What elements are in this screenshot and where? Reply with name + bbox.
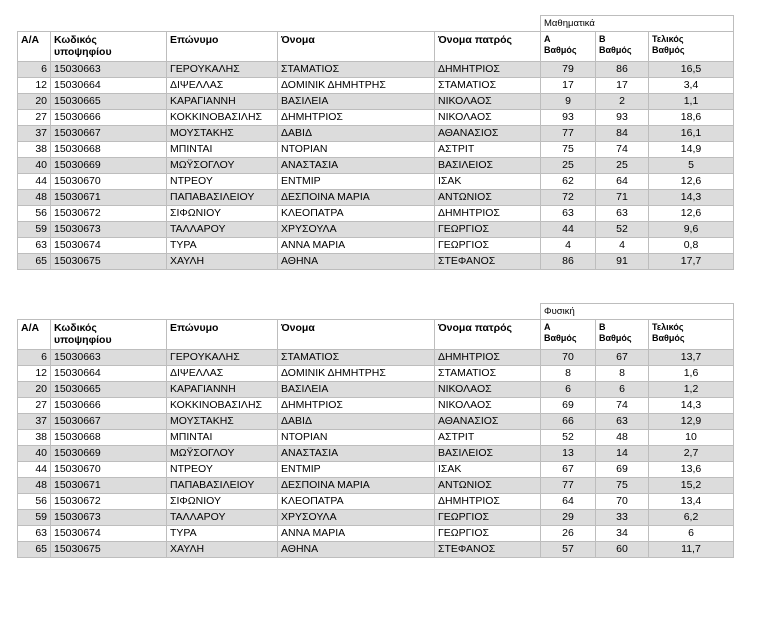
cell-surname: ΣΙΦΩΝΙΟΥ xyxy=(167,206,278,222)
cell-aa: 27 xyxy=(18,398,51,414)
cell-code: 15030668 xyxy=(51,142,167,158)
table-row xyxy=(18,94,734,110)
cell-grade-a: 93 xyxy=(541,110,596,126)
table-row xyxy=(18,398,734,414)
cell-grade-b: 33 xyxy=(596,510,649,526)
cell-grade-b: 60 xyxy=(596,542,649,558)
cell-final: 13,4 xyxy=(649,494,734,510)
cell-final: 12,6 xyxy=(649,174,734,190)
header-surname: Επώνυμο xyxy=(167,32,278,62)
cell-aa: 20 xyxy=(18,382,51,398)
cell-aa: 6 xyxy=(18,350,51,366)
cell-grade-a: 66 xyxy=(541,414,596,430)
table-row xyxy=(18,190,734,206)
table-row xyxy=(18,62,734,78)
table-row xyxy=(18,174,734,190)
cell-surname: ΝΤΡΕΟΥ xyxy=(167,462,278,478)
subject-row xyxy=(18,16,734,32)
cell-code: 15030665 xyxy=(51,94,167,110)
cell-grade-a: 8 xyxy=(541,366,596,382)
cell-father: ΓΕΩΡΓΙΟΣ xyxy=(435,238,541,254)
cell-final: 14,3 xyxy=(649,398,734,414)
header-grade-b: Β Βαθμός xyxy=(596,320,649,350)
cell-final: 13,6 xyxy=(649,462,734,478)
cell-grade-a: 86 xyxy=(541,254,596,270)
cell-code: 15030672 xyxy=(51,206,167,222)
cell-code: 15030669 xyxy=(51,158,167,174)
table-row xyxy=(18,414,734,430)
cell-code: 15030675 xyxy=(51,542,167,558)
cell-grade-a: 4 xyxy=(541,238,596,254)
table-row xyxy=(18,126,734,142)
cell-code: 15030667 xyxy=(51,414,167,430)
cell-final: 1,6 xyxy=(649,366,734,382)
cell-grade-b: 91 xyxy=(596,254,649,270)
cell-name: ΔΕΣΠΟΙΝΑ ΜΑΡΙΑ xyxy=(278,478,435,494)
cell-name: ΝΤΟΡΙΑΝ xyxy=(278,142,435,158)
cell-aa: 20 xyxy=(18,94,51,110)
cell-final: 13,7 xyxy=(649,350,734,366)
table-row xyxy=(18,542,734,558)
table-row xyxy=(18,110,734,126)
cell-father: ΙΣΑΚ xyxy=(435,462,541,478)
subject-title: Φυσική xyxy=(541,304,734,320)
cell-code: 15030665 xyxy=(51,382,167,398)
cell-father: ΔΗΜΗΤΡΙΟΣ xyxy=(435,350,541,366)
cell-grade-a: 69 xyxy=(541,398,596,414)
cell-code: 15030670 xyxy=(51,174,167,190)
cell-code: 15030663 xyxy=(51,62,167,78)
cell-father: ΓΕΩΡΓΙΟΣ xyxy=(435,222,541,238)
cell-final: 16,1 xyxy=(649,126,734,142)
cell-surname: ΚΑΡΑΓΙΑΝΝΗ xyxy=(167,382,278,398)
cell-grade-b: 4 xyxy=(596,238,649,254)
cell-surname: ΚΟΚΚΙΝΟΒΑΣΙΛΗΣ xyxy=(167,398,278,414)
cell-grade-a: 63 xyxy=(541,206,596,222)
cell-name: ΑΝΑΣΤΑΣΙΑ xyxy=(278,446,435,462)
table-row xyxy=(18,238,734,254)
header-grade-b: Β Βαθμός xyxy=(596,32,649,62)
cell-aa: 48 xyxy=(18,190,51,206)
header-aa: Α/Α xyxy=(18,32,51,62)
cell-code: 15030675 xyxy=(51,254,167,270)
cell-aa: 37 xyxy=(18,126,51,142)
cell-name: ΒΑΣΙΛΕΙΑ xyxy=(278,94,435,110)
cell-aa: 6 xyxy=(18,62,51,78)
cell-father: ΣΤΑΜΑΤΙΟΣ xyxy=(435,78,541,94)
header-code: Κωδικός υποψηφίου xyxy=(51,32,167,62)
cell-code: 15030673 xyxy=(51,222,167,238)
table-row xyxy=(18,382,734,398)
cell-surname: ΔΙΨΕΛΛΑΣ xyxy=(167,366,278,382)
cell-surname: ΜΩΫΣΟΓΛΟΥ xyxy=(167,158,278,174)
cell-name: ΔΑΒΙΔ xyxy=(278,414,435,430)
cell-father: ΓΕΩΡΓΙΟΣ xyxy=(435,526,541,542)
cell-grade-a: 70 xyxy=(541,350,596,366)
subject-title: Μαθηματικά xyxy=(541,16,734,32)
cell-surname: ΤΑΛΛΑΡΟΥ xyxy=(167,510,278,526)
cell-grade-a: 79 xyxy=(541,62,596,78)
cell-final: 11,7 xyxy=(649,542,734,558)
header-final: Τελικός Βαθμός xyxy=(649,320,734,350)
cell-final: 1,2 xyxy=(649,382,734,398)
cell-father: ΝΙΚΟΛΑΟΣ xyxy=(435,110,541,126)
cell-father: ΒΑΣΙΛΕΙΟΣ xyxy=(435,446,541,462)
cell-grade-b: 75 xyxy=(596,478,649,494)
cell-code: 15030666 xyxy=(51,110,167,126)
cell-father: ΝΙΚΟΛΑΟΣ xyxy=(435,398,541,414)
cell-father: ΑΘΑΝΑΣΙΟΣ xyxy=(435,414,541,430)
cell-name: ΔΗΜΗΤΡΙΟΣ xyxy=(278,398,435,414)
cell-surname: ΓΕΡΟΥΚΑΛΗΣ xyxy=(167,350,278,366)
cell-aa: 56 xyxy=(18,494,51,510)
cell-grade-b: 74 xyxy=(596,142,649,158)
cell-surname: ΠΑΠΑΒΑΣΙΛΕΙΟΥ xyxy=(167,190,278,206)
grades-table xyxy=(17,303,734,558)
cell-name: ΣΤΑΜΑΤΙΟΣ xyxy=(278,62,435,78)
cell-code: 15030673 xyxy=(51,510,167,526)
table-row xyxy=(18,142,734,158)
cell-name: ΕΝΤΜΙΡ xyxy=(278,174,435,190)
header-final: Τελικός Βαθμός xyxy=(649,32,734,62)
cell-aa: 59 xyxy=(18,222,51,238)
header-name: Όνομα xyxy=(278,32,435,62)
cell-grade-a: 25 xyxy=(541,158,596,174)
cell-name: ΑΘΗΝΑ xyxy=(278,542,435,558)
cell-grade-b: 74 xyxy=(596,398,649,414)
cell-name: ΔΟΜΙΝΙΚ ΔΗΜΗΤΡΗΣ xyxy=(278,366,435,382)
cell-name: ΔΗΜΗΤΡΙΟΣ xyxy=(278,110,435,126)
cell-code: 15030664 xyxy=(51,78,167,94)
cell-surname: ΠΑΠΑΒΑΣΙΛΕΙΟΥ xyxy=(167,478,278,494)
cell-name: ΑΝΑΣΤΑΣΙΑ xyxy=(278,158,435,174)
cell-father: ΣΤΑΜΑΤΙΟΣ xyxy=(435,366,541,382)
header-row xyxy=(18,32,734,62)
cell-surname: ΜΟΥΣΤΑΚΗΣ xyxy=(167,414,278,430)
cell-code: 15030674 xyxy=(51,238,167,254)
cell-grade-b: 71 xyxy=(596,190,649,206)
cell-father: ΔΗΜΗΤΡΙΟΣ xyxy=(435,206,541,222)
cell-grade-a: 72 xyxy=(541,190,596,206)
cell-surname: ΜΠΙΝΤΑΙ xyxy=(167,142,278,158)
table-row xyxy=(18,510,734,526)
cell-father: ΒΑΣΙΛΕΙΟΣ xyxy=(435,158,541,174)
cell-surname: ΤΥΡΑ xyxy=(167,238,278,254)
cell-final: 15,2 xyxy=(649,478,734,494)
cell-final: 9,6 xyxy=(649,222,734,238)
cell-grade-a: 77 xyxy=(541,478,596,494)
cell-surname: ΜΠΙΝΤΑΙ xyxy=(167,430,278,446)
cell-grade-a: 52 xyxy=(541,430,596,446)
cell-aa: 44 xyxy=(18,174,51,190)
header-father: Όνομα πατρός xyxy=(435,32,541,62)
cell-code: 15030666 xyxy=(51,398,167,414)
cell-name: ΕΝΤΜΙΡ xyxy=(278,462,435,478)
table-row xyxy=(18,526,734,542)
cell-grade-b: 25 xyxy=(596,158,649,174)
cell-name: ΑΝΝΑ ΜΑΡΙΑ xyxy=(278,238,435,254)
cell-code: 15030663 xyxy=(51,350,167,366)
cell-final: 1,1 xyxy=(649,94,734,110)
cell-aa: 27 xyxy=(18,110,51,126)
cell-code: 15030671 xyxy=(51,190,167,206)
cell-aa: 38 xyxy=(18,430,51,446)
cell-grade-b: 86 xyxy=(596,62,649,78)
cell-aa: 63 xyxy=(18,238,51,254)
cell-surname: ΤΥΡΑ xyxy=(167,526,278,542)
cell-code: 15030669 xyxy=(51,446,167,462)
cell-grade-a: 44 xyxy=(541,222,596,238)
cell-grade-a: 64 xyxy=(541,494,596,510)
cell-grade-a: 77 xyxy=(541,126,596,142)
cell-father: ΑΝΤΩΝΙΟΣ xyxy=(435,478,541,494)
cell-final: 16,5 xyxy=(649,62,734,78)
header-row xyxy=(18,320,734,350)
cell-grade-a: 62 xyxy=(541,174,596,190)
subject-row xyxy=(18,304,734,320)
cell-surname: ΤΑΛΛΑΡΟΥ xyxy=(167,222,278,238)
cell-grade-a: 9 xyxy=(541,94,596,110)
header-grade-a: Α Βαθμός xyxy=(541,320,596,350)
cell-father: ΙΣΑΚ xyxy=(435,174,541,190)
table-row xyxy=(18,206,734,222)
cell-surname: ΣΙΦΩΝΙΟΥ xyxy=(167,494,278,510)
cell-code: 15030670 xyxy=(51,462,167,478)
cell-grade-b: 48 xyxy=(596,430,649,446)
cell-code: 15030664 xyxy=(51,366,167,382)
cell-surname: ΧΑΥΛΗ xyxy=(167,542,278,558)
cell-final: 6 xyxy=(649,526,734,542)
cell-name: ΑΘΗΝΑ xyxy=(278,254,435,270)
header-code: Κωδικός υποψηφίου xyxy=(51,320,167,350)
cell-aa: 65 xyxy=(18,542,51,558)
cell-grade-b: 8 xyxy=(596,366,649,382)
cell-final: 12,9 xyxy=(649,414,734,430)
cell-grade-a: 75 xyxy=(541,142,596,158)
cell-surname: ΓΕΡΟΥΚΑΛΗΣ xyxy=(167,62,278,78)
cell-aa: 63 xyxy=(18,526,51,542)
cell-final: 18,6 xyxy=(649,110,734,126)
cell-name: ΑΝΝΑ ΜΑΡΙΑ xyxy=(278,526,435,542)
cell-aa: 56 xyxy=(18,206,51,222)
cell-grade-b: 63 xyxy=(596,414,649,430)
cell-surname: ΜΩΫΣΟΓΛΟΥ xyxy=(167,446,278,462)
cell-code: 15030671 xyxy=(51,478,167,494)
cell-surname: ΚΑΡΑΓΙΑΝΝΗ xyxy=(167,94,278,110)
cell-name: ΧΡΥΣΟΥΛΑ xyxy=(278,510,435,526)
table-row xyxy=(18,158,734,174)
cell-grade-a: 57 xyxy=(541,542,596,558)
cell-aa: 40 xyxy=(18,446,51,462)
header-grade-a: Α Βαθμός xyxy=(541,32,596,62)
cell-grade-b: 84 xyxy=(596,126,649,142)
cell-surname: ΝΤΡΕΟΥ xyxy=(167,174,278,190)
cell-father: ΔΗΜΗΤΡΙΟΣ xyxy=(435,494,541,510)
cell-final: 17,7 xyxy=(649,254,734,270)
table-row xyxy=(18,462,734,478)
cell-final: 5 xyxy=(649,158,734,174)
cell-name: ΚΛΕΟΠΑΤΡΑ xyxy=(278,494,435,510)
header-aa: Α/Α xyxy=(18,320,51,350)
table-row xyxy=(18,366,734,382)
cell-father: ΑΣΤΡΙΤ xyxy=(435,430,541,446)
cell-name: ΔΕΣΠΟΙΝΑ ΜΑΡΙΑ xyxy=(278,190,435,206)
cell-name: ΝΤΟΡΙΑΝ xyxy=(278,430,435,446)
cell-final: 2,7 xyxy=(649,446,734,462)
cell-father: ΝΙΚΟΛΑΟΣ xyxy=(435,382,541,398)
cell-grade-b: 17 xyxy=(596,78,649,94)
cell-surname: ΚΟΚΚΙΝΟΒΑΣΙΛΗΣ xyxy=(167,110,278,126)
cell-father: ΣΤΕΦΑΝΟΣ xyxy=(435,254,541,270)
cell-name: ΚΛΕΟΠΑΤΡΑ xyxy=(278,206,435,222)
table-row xyxy=(18,478,734,494)
header-surname: Επώνυμο xyxy=(167,320,278,350)
cell-grade-b: 14 xyxy=(596,446,649,462)
cell-father: ΓΕΩΡΓΙΟΣ xyxy=(435,510,541,526)
cell-code: 15030674 xyxy=(51,526,167,542)
cell-father: ΣΤΕΦΑΝΟΣ xyxy=(435,542,541,558)
cell-aa: 12 xyxy=(18,78,51,94)
header-father: Όνομα πατρός xyxy=(435,320,541,350)
cell-final: 14,3 xyxy=(649,190,734,206)
cell-code: 15030672 xyxy=(51,494,167,510)
cell-grade-a: 67 xyxy=(541,462,596,478)
table-row xyxy=(18,446,734,462)
cell-aa: 12 xyxy=(18,366,51,382)
cell-aa: 38 xyxy=(18,142,51,158)
table-row xyxy=(18,494,734,510)
cell-father: ΑΣΤΡΙΤ xyxy=(435,142,541,158)
cell-surname: ΜΟΥΣΤΑΚΗΣ xyxy=(167,126,278,142)
header-name: Όνομα xyxy=(278,320,435,350)
cell-father: ΔΗΜΗΤΡΙΟΣ xyxy=(435,62,541,78)
cell-grade-b: 6 xyxy=(596,382,649,398)
cell-grade-b: 69 xyxy=(596,462,649,478)
cell-grade-b: 2 xyxy=(596,94,649,110)
cell-name: ΔΑΒΙΔ xyxy=(278,126,435,142)
cell-grade-b: 63 xyxy=(596,206,649,222)
cell-name: ΔΟΜΙΝΙΚ ΔΗΜΗΤΡΗΣ xyxy=(278,78,435,94)
cell-surname: ΧΑΥΛΗ xyxy=(167,254,278,270)
cell-grade-b: 34 xyxy=(596,526,649,542)
cell-final: 12,6 xyxy=(649,206,734,222)
cell-grade-b: 64 xyxy=(596,174,649,190)
cell-aa: 44 xyxy=(18,462,51,478)
cell-final: 14,9 xyxy=(649,142,734,158)
cell-grade-b: 52 xyxy=(596,222,649,238)
table-row xyxy=(18,350,734,366)
cell-name: ΣΤΑΜΑΤΙΟΣ xyxy=(278,350,435,366)
table-row xyxy=(18,430,734,446)
table-row xyxy=(18,222,734,238)
cell-final: 10 xyxy=(649,430,734,446)
cell-father: ΑΘΑΝΑΣΙΟΣ xyxy=(435,126,541,142)
cell-aa: 65 xyxy=(18,254,51,270)
cell-grade-b: 93 xyxy=(596,110,649,126)
cell-father: ΑΝΤΩΝΙΟΣ xyxy=(435,190,541,206)
table-row xyxy=(18,254,734,270)
cell-code: 15030667 xyxy=(51,126,167,142)
cell-grade-a: 13 xyxy=(541,446,596,462)
cell-final: 3,4 xyxy=(649,78,734,94)
cell-aa: 40 xyxy=(18,158,51,174)
table-row xyxy=(18,78,734,94)
cell-grade-b: 67 xyxy=(596,350,649,366)
cell-final: 6,2 xyxy=(649,510,734,526)
cell-grade-a: 26 xyxy=(541,526,596,542)
cell-final: 0,8 xyxy=(649,238,734,254)
cell-grade-a: 6 xyxy=(541,382,596,398)
cell-grade-b: 70 xyxy=(596,494,649,510)
grades-table xyxy=(17,15,734,270)
cell-father: ΝΙΚΟΛΑΟΣ xyxy=(435,94,541,110)
cell-name: ΒΑΣΙΛΕΙΑ xyxy=(278,382,435,398)
cell-aa: 48 xyxy=(18,478,51,494)
cell-name: ΧΡΥΣΟΥΛΑ xyxy=(278,222,435,238)
cell-surname: ΔΙΨΕΛΛΑΣ xyxy=(167,78,278,94)
cell-grade-a: 29 xyxy=(541,510,596,526)
cell-grade-a: 17 xyxy=(541,78,596,94)
cell-aa: 37 xyxy=(18,414,51,430)
cell-code: 15030668 xyxy=(51,430,167,446)
cell-aa: 59 xyxy=(18,510,51,526)
